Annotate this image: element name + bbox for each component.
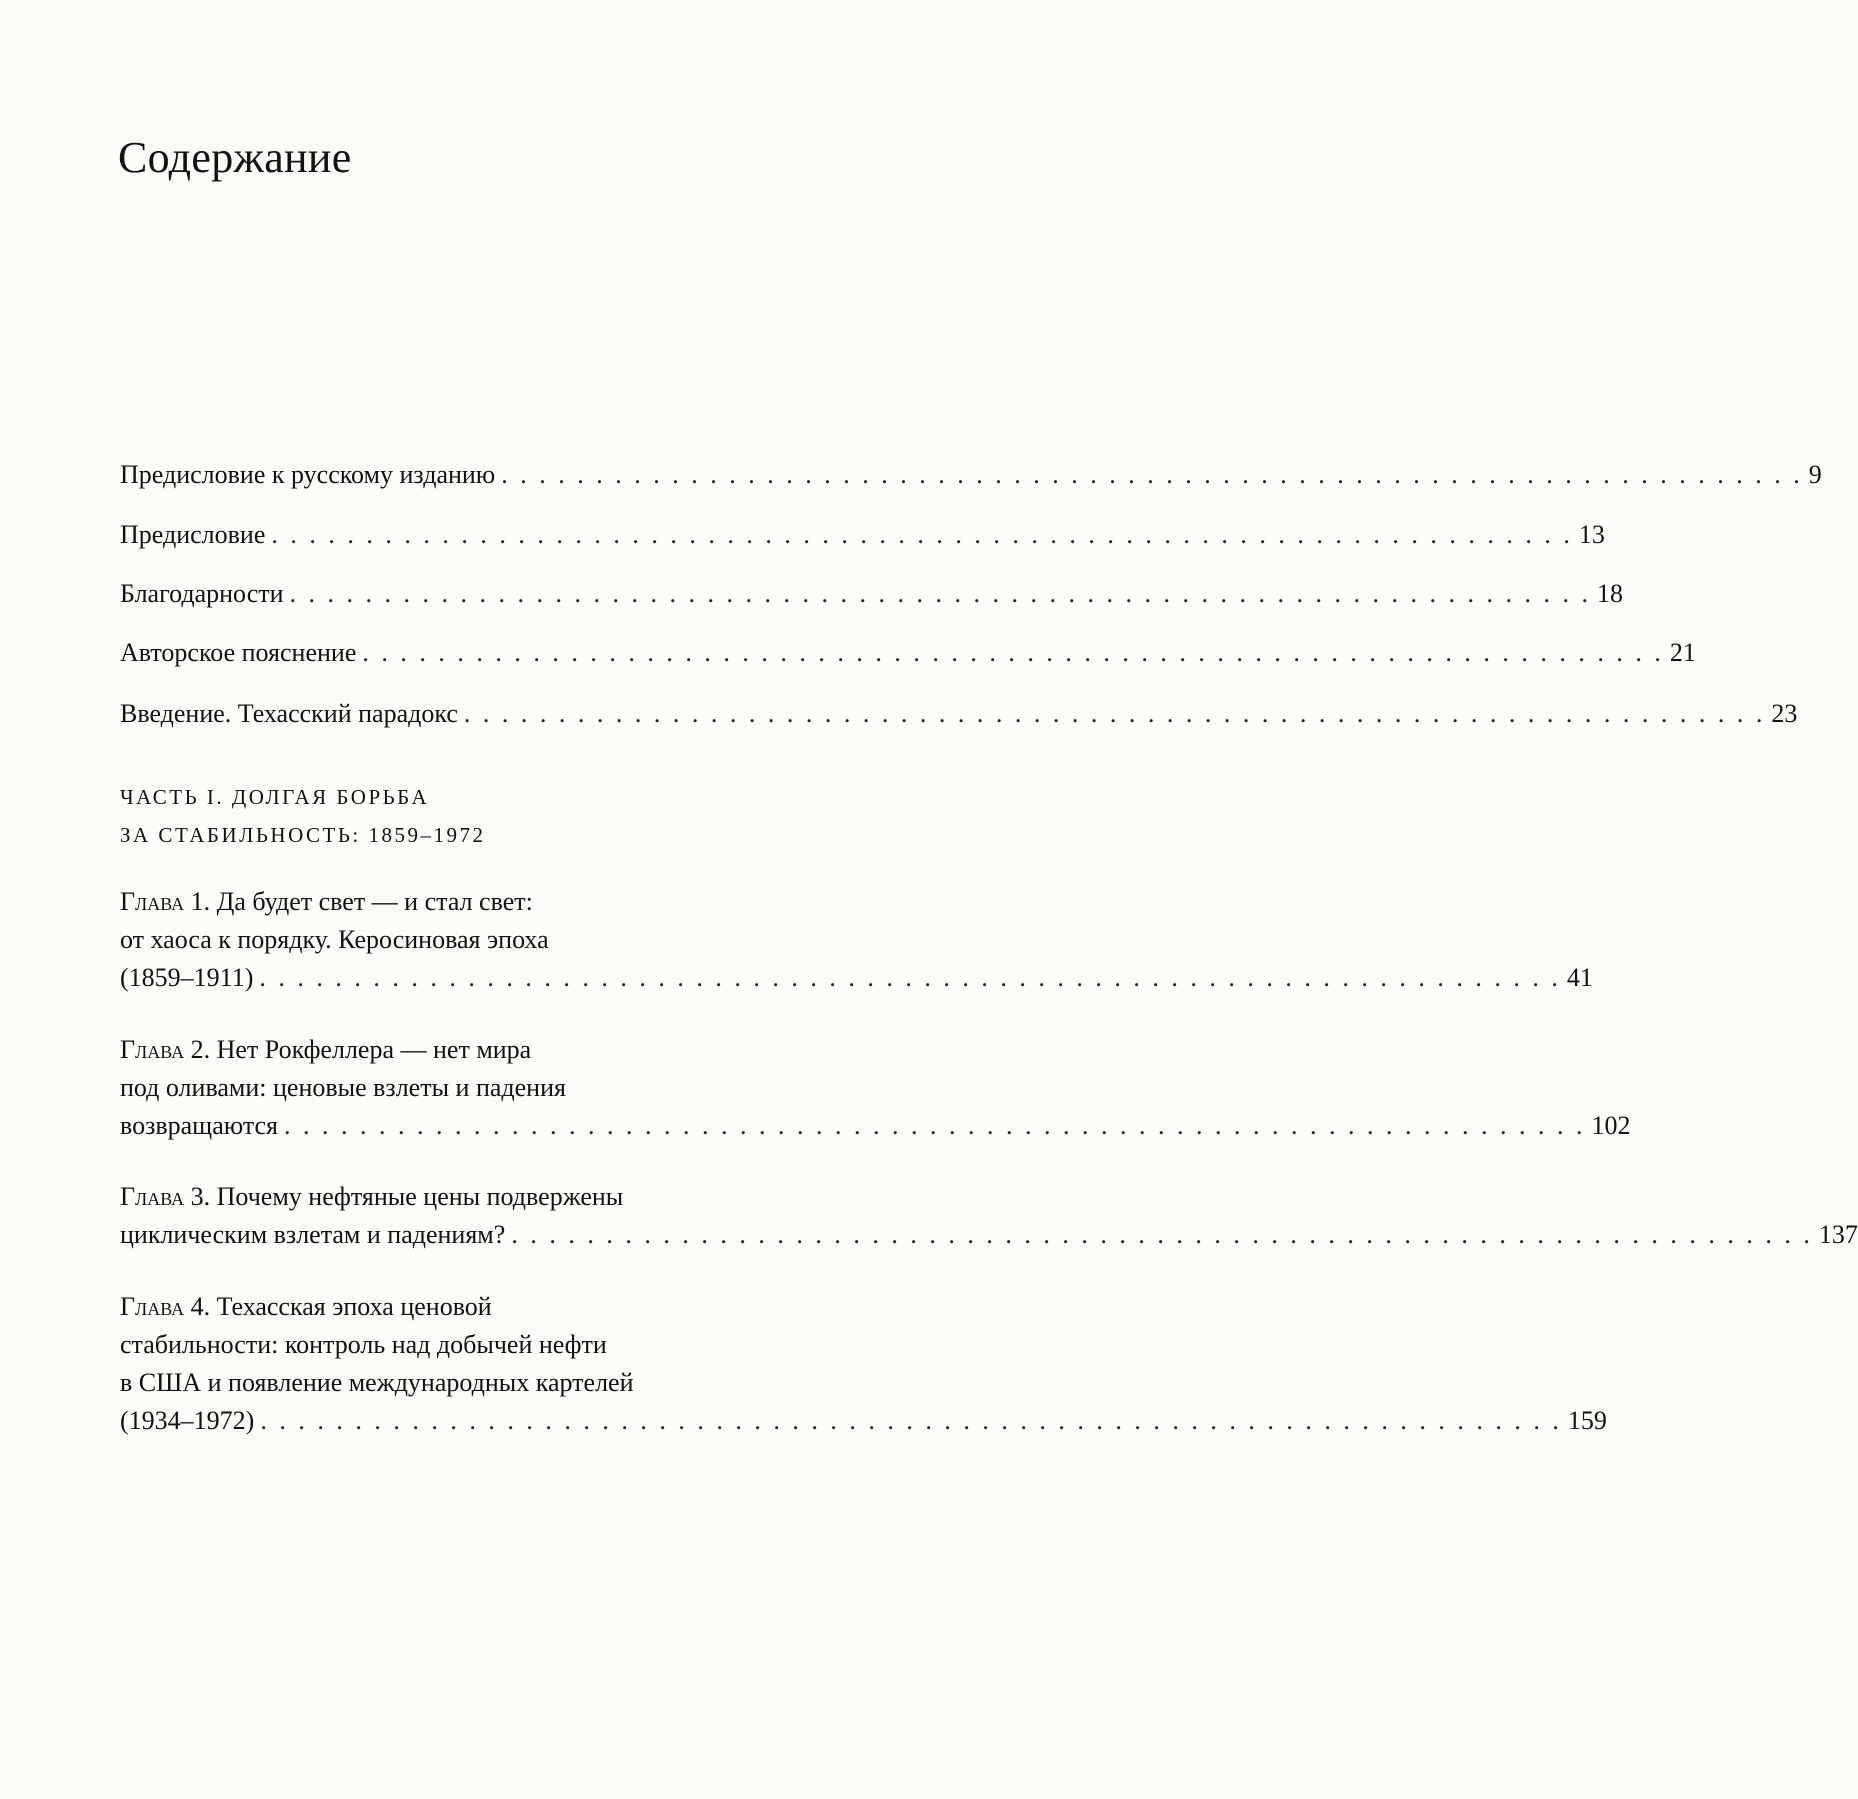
page-number: 23 xyxy=(1771,699,1798,728)
chapter-title-line: Нет Рокфеллера — нет мира xyxy=(216,1035,532,1064)
chapter-title-line: (1934–1972) xyxy=(120,1406,255,1435)
page-number: 13 xyxy=(1578,520,1605,549)
entry-title: Авторское пояснение xyxy=(120,638,357,667)
page-title: Содержание xyxy=(118,133,352,182)
page-number: 159 xyxy=(1567,1406,1607,1435)
dot-leader: . . . . . . . . . . . . . . . . . . . . . . . . . . . . . . . . . . . . . . . . . . . . . . . . . . . . . . . . . . . . . . . . . . . . . xyxy=(501,460,1803,489)
toc-entry[interactable] xyxy=(120,456,1822,494)
dot-leader: . . . . . . . . . . . . . . . . . . . . . . . . . . . . . . . . . . . . . . . . . . . . . . . . . . . . . . . . . . . . . . . . . . . . . xyxy=(362,638,1664,667)
toc-entry[interactable] xyxy=(120,695,1798,733)
chapter-title-line: в США и появление международных картелей xyxy=(120,1368,634,1397)
chapter-title-line: Почему нефтяные цены подвержены xyxy=(216,1182,624,1211)
chapter-title-line: (1859–1911) xyxy=(120,963,254,992)
chapter-title-line: возвращаются xyxy=(120,1111,279,1140)
page-number: 41 xyxy=(1566,963,1593,992)
chapter-label: Глава 3. xyxy=(120,1182,211,1211)
page-number: 102 xyxy=(1591,1111,1631,1140)
entry-title: Предисловие xyxy=(120,520,266,549)
chapter-label: Глава 2. xyxy=(120,1035,211,1064)
dot-leader: . . . . . . . . . . . . . . . . . . . . . . . . . . . . . . . . . . . . . . . . . . . . . . . . . . . . . . . . . . . . . . . . . . . . . xyxy=(511,1220,1813,1249)
page-number: 21 xyxy=(1669,638,1696,667)
toc-chapter-4[interactable] xyxy=(120,1288,1607,1440)
chapter-title-line: стабильности: контроль над добычей нефти xyxy=(120,1330,607,1359)
part-heading-line: ЗА СТАБИЛЬНОСТЬ: 1859–1972 xyxy=(120,823,486,847)
toc-entry[interactable] xyxy=(120,634,1696,672)
page-number: 18 xyxy=(1597,579,1624,608)
page-number: 137 xyxy=(1818,1220,1858,1249)
entry-title: Благодарности xyxy=(120,579,284,608)
toc-entry[interactable] xyxy=(120,516,1605,554)
chapter-title-line: от хаоса к порядку. Керосиновая эпоха xyxy=(120,925,549,954)
page-number: 9 xyxy=(1808,460,1822,489)
chapter-label: Глава 1. xyxy=(120,887,211,916)
chapter-title-line: Да будет свет — и стал свет: xyxy=(216,887,533,916)
dot-leader: . . . . . . . . . . . . . . . . . . . . . . . . . . . . . . . . . . . . . . . . . . . . . . . . . . . . . . . . . . . . . . . . . . . . . xyxy=(284,1111,1586,1140)
toc-chapter-3[interactable] xyxy=(120,1178,1858,1254)
part-heading[interactable] xyxy=(120,778,832,854)
dot-leader: . . . . . . . . . . . . . . . . . . . . . . . . . . . . . . . . . . . . . . . . . . . . . . . . . . . . . . . . . . . . . . . . . . . . . xyxy=(260,1406,1562,1435)
toc-entry[interactable] xyxy=(120,575,1624,613)
dot-leader: . . . . . . . . . . . . . . . . . . . . . . . . . . . . . . . . . . . . . . . . . . . . . . . . . . . . . . . . . . . . . . . . . . . . . xyxy=(259,963,1561,992)
entry-title: Введение. Техасский парадокс xyxy=(120,699,458,728)
toc-chapter-1[interactable] xyxy=(120,883,1593,997)
dot-leader: . . . . . . . . . . . . . . . . . . . . . . . . . . . . . . . . . . . . . . . . . . . . . . . . . . . . . . . . . . . . . . . . . . . . . xyxy=(289,579,1592,608)
entry-title: Предисловие к русскому изданию xyxy=(120,460,496,489)
dot-leader: . . . . . . . . . . . . . . . . . . . . . . . . . . . . . . . . . . . . . . . . . . . . . . . . . . . . . . . . . . . . . . . . . . . . . xyxy=(463,699,1766,728)
toc-chapter-2[interactable] xyxy=(120,1031,1631,1145)
part-heading-line: ЧАСТЬ I. ДОЛГАЯ БОРЬБА xyxy=(120,785,430,809)
dot-leader: . . . . . . . . . . . . . . . . . . . . . . . . . . . . . . . . . . . . . . . . . . . . . . . . . . . . . . . . . . . . . . . . . . . . . xyxy=(271,520,1573,549)
chapter-title-line: Техасская эпоха ценовой xyxy=(216,1292,492,1321)
chapter-title-line: под оливами: ценовые взлеты и падения xyxy=(120,1073,566,1102)
chapter-label: Глава 4. xyxy=(120,1292,211,1321)
chapter-title-line: циклическим взлетам и падениям? xyxy=(120,1220,506,1249)
